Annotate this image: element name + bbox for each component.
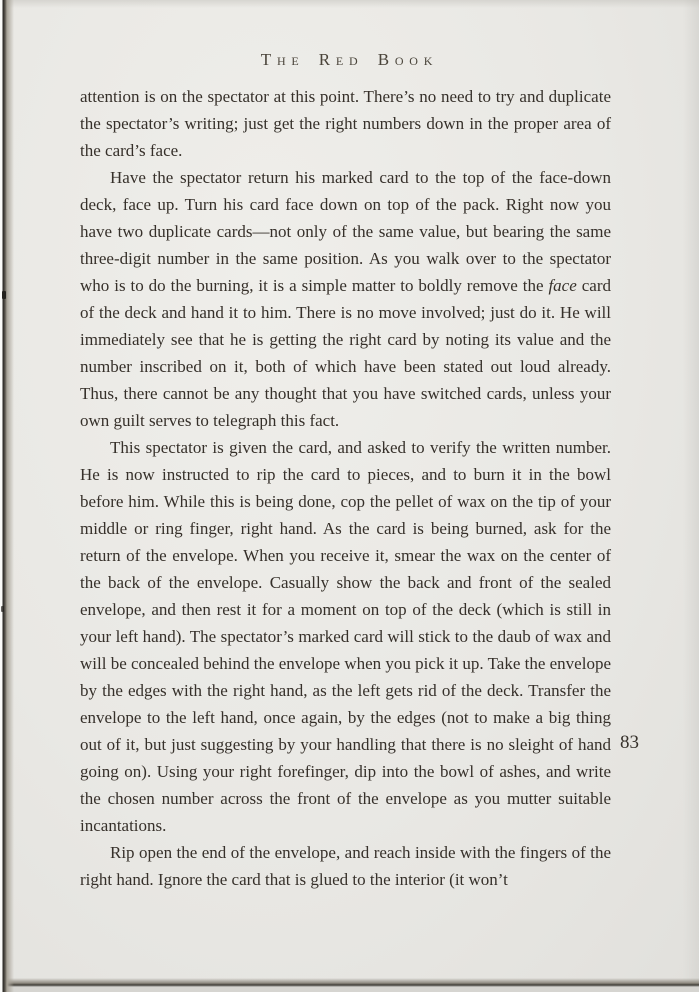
page-number: 83 [620,732,639,753]
paragraph: Rip open the end of the envelope, and reach inside with the fingers of the right hand. Ignore the card that is glued to the interior (it won’t [80,843,611,889]
bottom-page-edge [0,978,699,992]
paragraph: This spectator is given the card, and asked to verify the written number. He is now instructed to rip the card to pieces, and to burn it in the bowl before him. While this is being done, cop the pellet of wax on the tip of your middle or ring finger, right hand. As the card is being burned, ask for the return of the envelope. When you receive it, smear the wax on the center of the back of the envelope. Casually show the back and front of the sealed envelope, and then rest it for a moment on top of the deck (which is still in your left hand). The spectator’s marked card will stick to the daub of wax and will be concealed behind the envelope when you pick it up. Take the envelope by the edges with the right hand, as the left gets rid of the deck. Transfer the envelope to the left hand, once again, by the edges (not to make a big thing out of it, but just suggesting by your handling that there is no sleight of hand going on). Using your right forefinger, dip into the bowl of ashes, and write the chosen number across the front of the envelope as you mutter suitable incantations. [80,438,611,835]
paragraph [80,164,611,434]
scan-artifact [1,606,4,612]
paragraph-text: Have the spectator return his marked card to the top of the face-down deck, face up. Turn his card face down on top of the pack. Right now you have two duplicate cards—not only of the same value, but bearing the same three-digit number in the same position. As you walk over to the spectator who is to do the burning, it is a simple matter to boldly remove the [80,168,611,295]
running-header: The Red Book [260,50,439,69]
paragraph: attention is on the spectator at this point. There’s no need to try and duplicate the spectator’s writing; just get the right numbers down in the proper area of the card’s face. [80,87,611,160]
left-binding-edge [0,0,14,992]
paragraph-text: card of the deck and hand it to him. There is no move involved; just do it. He will immediately see that he is getting the right card by noting its value and the number inscribed on it, both of which have been stated out loud already. Thus, there cannot be any thought that you have switched cards, unless your own guilt serves to telegraph this fact. [80,276,611,430]
scan-artifact [2,291,6,299]
top-page-shadow [0,0,699,8]
body-text-block [80,83,611,893]
right-page-shadow [683,0,699,992]
italic-word: face [548,276,577,295]
